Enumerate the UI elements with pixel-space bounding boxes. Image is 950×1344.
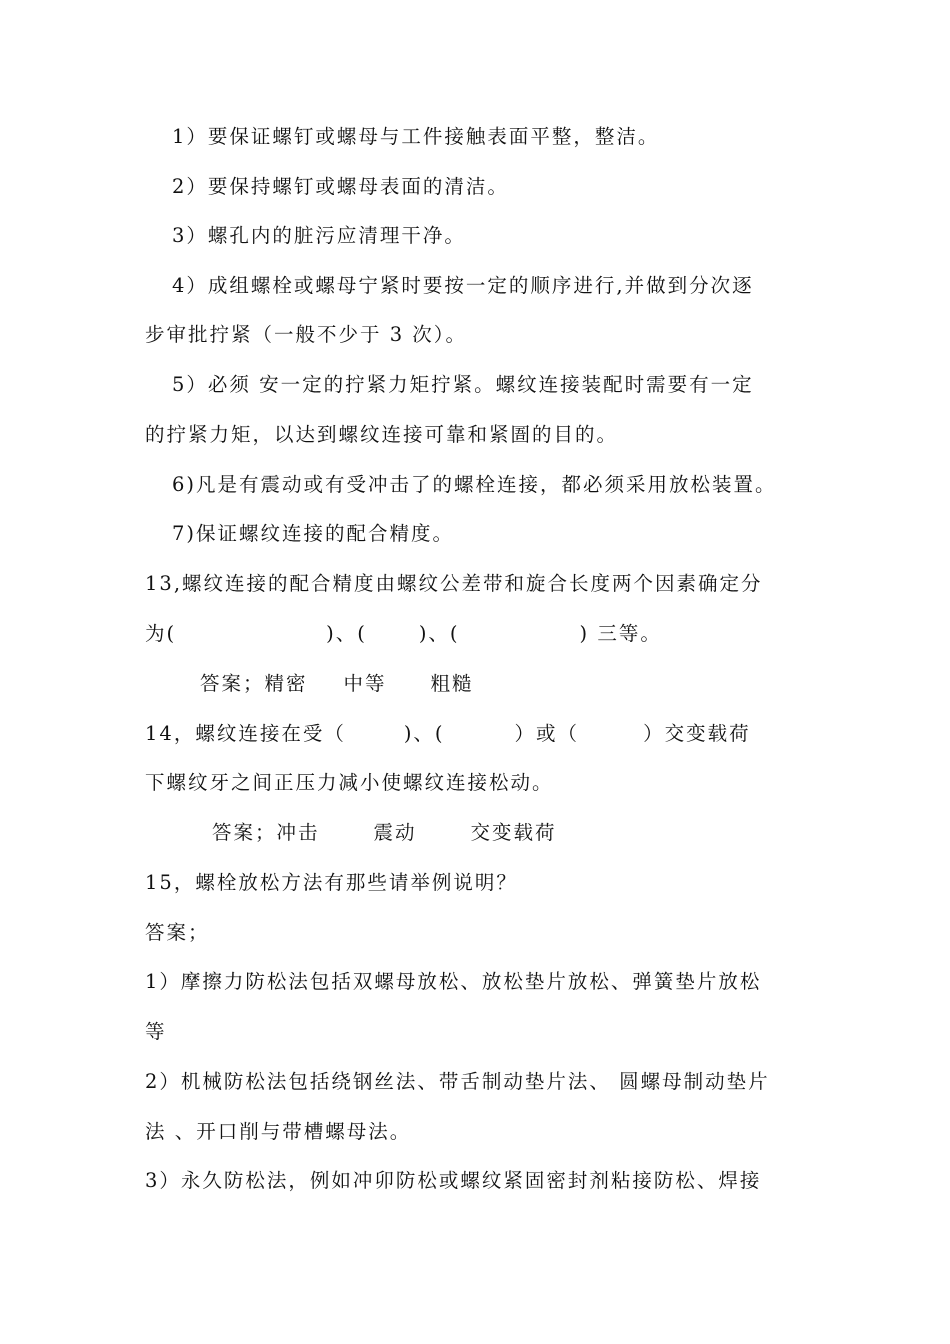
q14-part-2: )、( [403,722,445,745]
item-2: 2）要保持螺钉或螺母表面的清洁。 [172,175,509,198]
q13-part-4: ) 三等。 [579,622,662,645]
answer-14-value-3: 交变载荷 [470,821,557,844]
item-5-line-1: 5）必须 安一定的拧紧力矩拧紧。螺纹连接装配时需要有一定 [172,373,754,396]
answer-14-value-2: 震动 [373,821,417,844]
item-4-line-1: 4）成组螺栓或螺母宁紧时要按一定的顺序进行,并做到分次逐 [172,274,754,297]
item-6: 6)凡是有震动或有受冲击了的螺栓连接，都必须采用放松装置。 [172,473,777,496]
answer-15-item-2-line-1: 2）机械防松法包括绕钢丝法、带舌制动垫片法、 圆螺母制动垫片 [145,1070,770,1093]
question-15: 15，螺栓放松方法有那些请举例说明？ [145,871,518,894]
answer-14 [212,818,557,848]
q13-part-1: 为( [145,622,177,645]
question-13-line-2 [145,619,662,649]
q13-part-3: )、( [418,622,460,645]
item-7: 7)保证螺纹连接的配合精度。 [172,522,455,545]
item-5-line-2: 的拧紧力矩，以达到螺纹连接可靠和紧圄的目的。 [145,423,619,446]
item-1: 1）要保证螺钉或螺母与工件接触表面平整，整洁。 [172,125,660,148]
answer-15-label: 答案； [145,921,210,944]
answer-14-label: 答案；冲击 [212,821,320,844]
answer-15-item-2-line-2: 法 、开口削与带槽螺母法。 [145,1120,412,1143]
item-4-line-2: 步审批拧紧（一般不少于 3 次）。 [145,323,468,346]
question-13-line-1: 13,螺纹连接的配合精度由螺纹公差带和旋合长度两个因素确定分 [145,572,763,595]
answer-15-item-1-line-2: 等 [145,1020,167,1043]
q14-part-4: ）交变载荷 [643,722,751,745]
answer-13 [200,669,474,699]
answer-13-label: 答案；精密 [200,672,308,695]
answer-13-value-2: 中等 [343,672,387,695]
q14-part-3: ）或（ [514,722,580,745]
q14-part-1: 14，螺纹连接在受（ [145,722,346,745]
answer-15-item-1-line-1: 1）摩擦力防松法包括双螺母放松、放松垫片放松、弹簧垫片放松 [145,970,762,993]
q13-part-2: )、( [326,622,367,645]
answer-15-item-3-line-1: 3）永久防松法，例如冲卯防松或螺纹紧固密封剂粘接防松、焊接 [145,1169,762,1192]
question-14-line-1 [145,719,751,749]
answer-13-value-3: 粗糙 [430,672,474,695]
item-3: 3）螺孔内的脏污应清理干净。 [172,224,466,247]
question-14-line-2: 下螺纹牙之间正压力减小使螺纹连接松动。 [145,771,554,794]
